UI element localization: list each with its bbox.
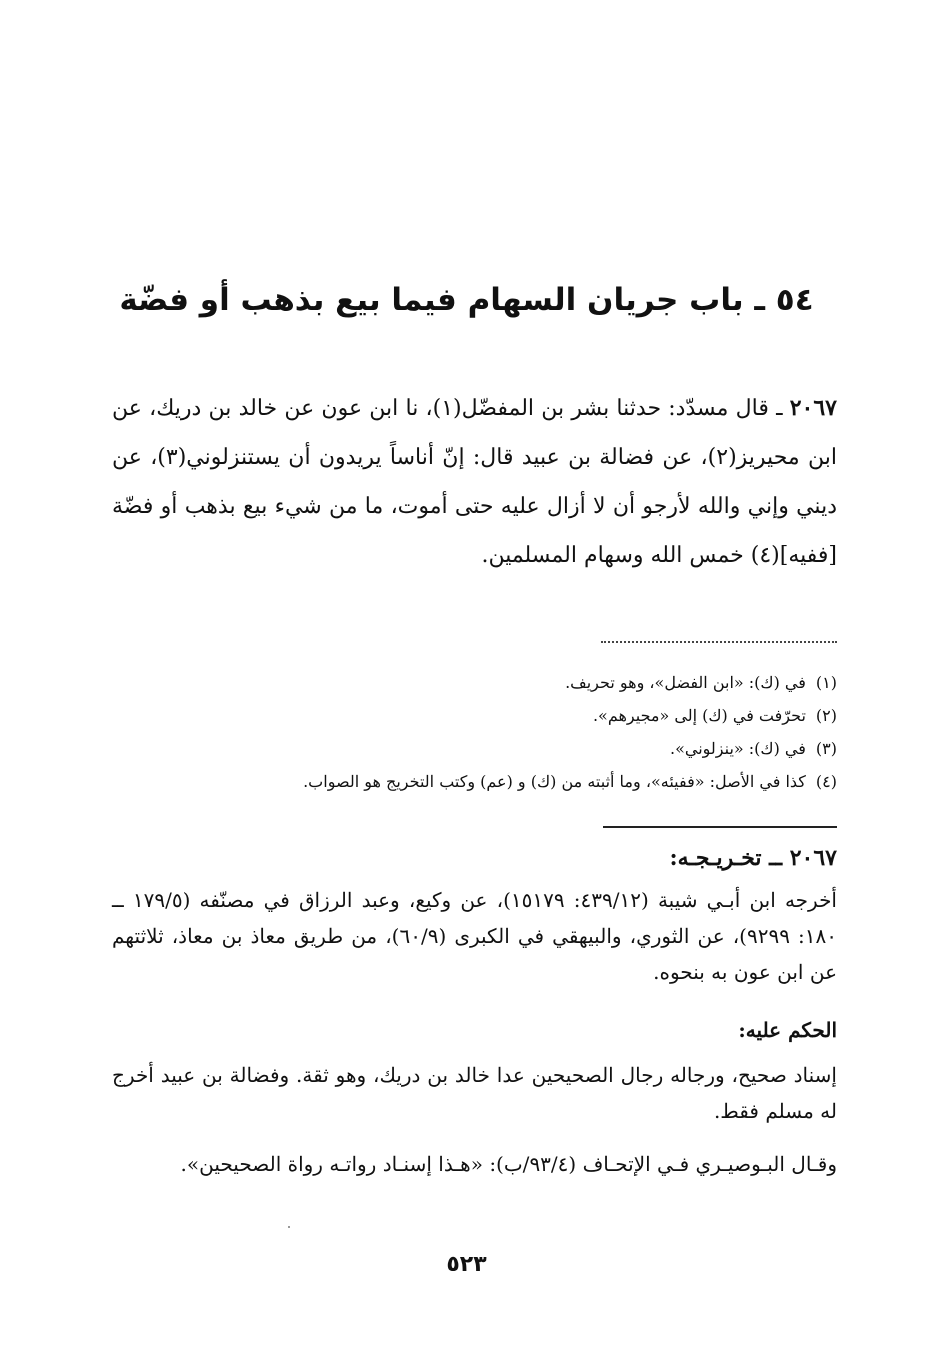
footnote-text: تحرّفت في (ك) إلى «مجيرهم». [592,706,806,725]
footnote-list [112,666,837,798]
footnote-text: كذا في الأصل: «ففيئه»، وما أثبته من (ك) و (عم) وكتب التخريج هو الصواب. [303,772,806,791]
hadith-number: ٢٠٦٧ [789,395,837,421]
footnote-number: (١) [815,673,837,692]
footnote-item [112,699,837,732]
footnote-text: في (ك): «ابن الفضل»، وهو تحريف. [565,673,806,692]
hadith-paragraph [112,384,837,580]
footnote-item [112,666,837,699]
hukm-text: إسناد صحيح، ورجاله رجال الصحيحين عدا خالد بن دريك، وهو ثقة. وفضالة بن عبيد أخرج له مسلم فقط. [112,1063,837,1123]
footnote-item [112,732,837,765]
hadith-text: ـ قال مسدّد: حدثنا بشر بن المفضّل(١)، نا ابن عون عن خالد بن دريك، عن ابن محيريز(٢)، عن فضالة بن عبيد قال: إنّ أناساً يريدون أن يستنزلوني(٣)، عن ديني وإني والله لأرجو أن لا أزال عليه حتى أموت، ما من شيء بيع بذهب أو فضّة [ففيه](٤) خمس الله وسهام المسلمين. [112,396,837,568]
footnote-number: (٣) [815,739,837,758]
footnote-text: في (ك): «ينزلوني». [669,739,806,758]
takhrij-text: أخرجه ابن أبـي شيبة (٤٣٩/١٢: ١٥١٧٩)، عن وكيع، وعبد الرزاق في مصنّفه (١٧٩/٥ ــ ١٨٠: ٩٢٩٩)، عن الثوري، والبيهقي في الكبرى (٦٠/٩)، من طريق معاذ بن معاذ، ثلاثتهم عن ابن عون به بنحوه. [112,888,838,984]
chapter-title: ٥٤ ـ باب جريان السهام فيما بيع بذهب أو فضّة [119,282,814,318]
section-separator [603,826,837,828]
footnote-number: (٤) [815,772,837,791]
footnote-number: (٢) [815,706,837,725]
busiri-quote: وقـال البـوصيـري فـي الإتحـاف (٩٣/٤/ب): «هـذا إسنـاد رواتـه رواة الصحيحين». [180,1152,837,1176]
takhrij-heading: ٢٠٦٧ ــ تخـريـجـه: [669,845,837,871]
hukm-heading: الحكم عليه: [738,1018,837,1042]
footnote-separator [601,641,837,643]
footnote-item [112,765,837,798]
scan-speck [288,1226,290,1228]
page-number: ٥٢٣ [446,1252,487,1277]
